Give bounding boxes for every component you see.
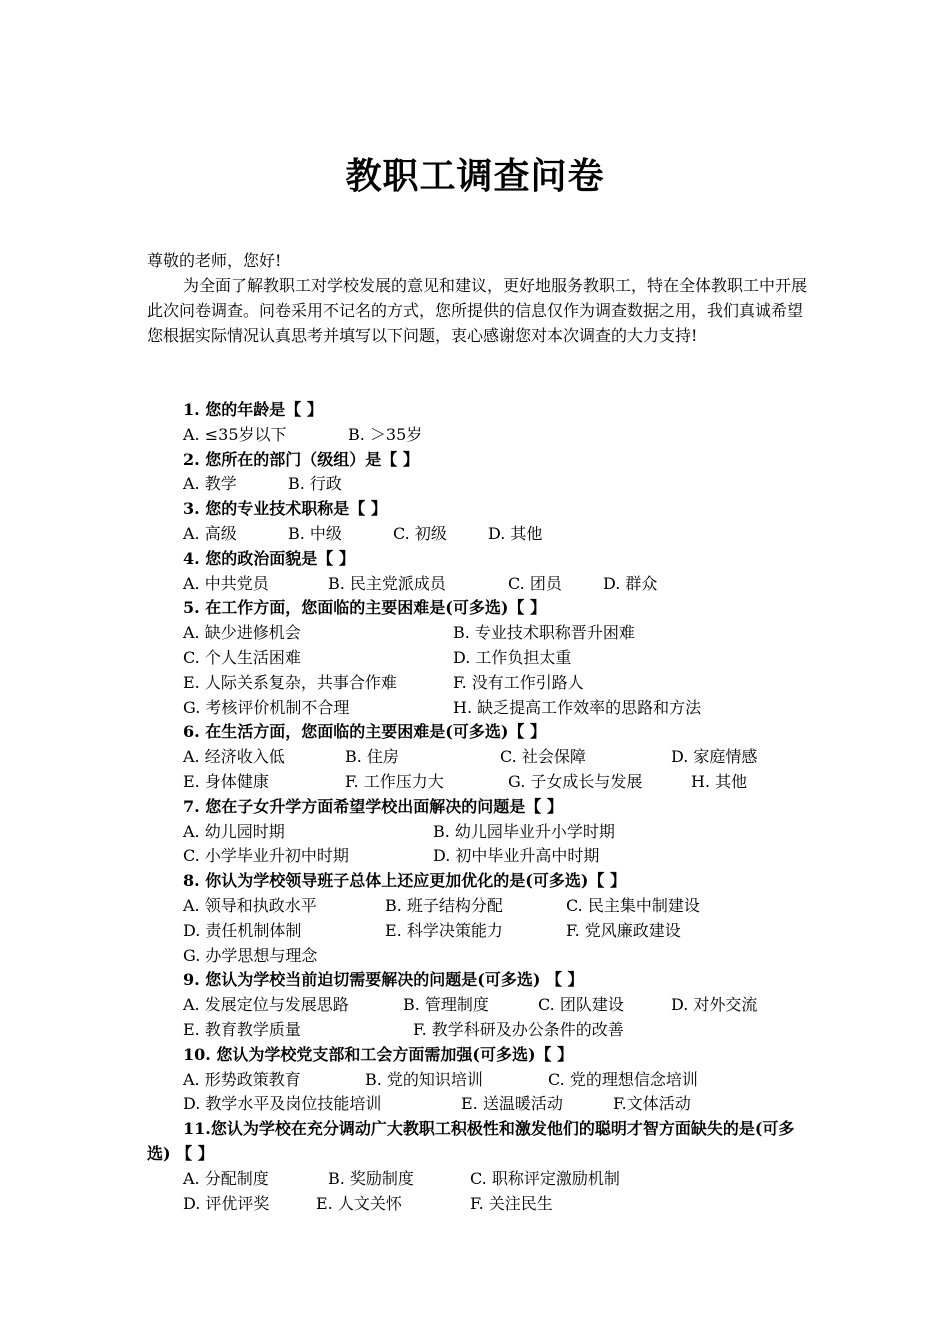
option-row xyxy=(147,1092,817,1117)
option-row xyxy=(147,646,817,671)
answer-option: H. 其他 xyxy=(691,771,748,791)
question-list xyxy=(147,398,817,1216)
answer-option: E. 教育教学质量 xyxy=(183,1019,301,1039)
answer-option: E. 人文关怀 xyxy=(316,1193,402,1213)
answer-option: E. 人际关系复杂，共事合作难 xyxy=(183,672,397,692)
answer-option: D. 工作负担太重 xyxy=(453,647,572,667)
answer-option: B. 管理制度 xyxy=(403,995,489,1015)
answer-option: D. 责任机制体制 xyxy=(183,920,302,940)
answer-option: B. 行政 xyxy=(288,474,342,494)
option-row xyxy=(147,522,817,547)
option-row xyxy=(147,1192,817,1217)
option-row xyxy=(147,770,817,795)
answer-option: G. 考核评价机制不合理 xyxy=(183,697,350,717)
question-text: 9. 您认为学校当前迫切需要解决的问题是(可多选) 【 】 xyxy=(183,970,584,990)
answer-option: H. 缺乏提高工作效率的思路和方法 xyxy=(453,697,702,717)
answer-option: A. 领导和执政水平 xyxy=(183,895,317,915)
answer-option: C. 团队建设 xyxy=(538,995,624,1015)
option-row xyxy=(147,621,817,646)
answer-option: A. 中共党员 xyxy=(183,573,269,593)
option-row xyxy=(147,993,817,1018)
answer-option: A. ≤35岁以下 xyxy=(183,424,287,444)
answer-option: D. 家庭情感 xyxy=(671,747,758,767)
answer-option: D. 教学水平及岗位技能培训 xyxy=(183,1094,382,1114)
question-text: 8. 你认为学校领导班子总体上还应更加优化的是(可多选)【 】 xyxy=(183,871,626,891)
answer-option: G. 办学思想与理念 xyxy=(183,945,318,965)
answer-option: B. 民主党派成员 xyxy=(328,573,446,593)
greeting: 尊敬的老师，您好! xyxy=(147,251,282,270)
option-row xyxy=(147,1167,817,1192)
option-row xyxy=(147,696,817,721)
answer-option: C. 个人生活困难 xyxy=(183,647,301,667)
answer-option: A. 经济收入低 xyxy=(183,747,285,767)
answer-option: A. 分配制度 xyxy=(183,1168,269,1188)
intro-section xyxy=(147,248,807,348)
intro-paragraph: 为全面了解教职工对学校发展的意见和建议，更好地服务教职工，特在全体教职工中开展此次问卷调查。问卷采用不记名的方式，您所提供的信息仅作为调查数据之用，我们真诚希望您根据实际情况认真思考并填写以下问题，衷心感谢您对本次调查的大力支持! xyxy=(147,276,808,345)
answer-option: E. 身体健康 xyxy=(183,771,269,791)
answer-option: C. 民主集中制建设 xyxy=(566,895,700,915)
option-row xyxy=(147,745,817,770)
answer-option: A. 缺少进修机会 xyxy=(183,623,301,643)
option-row xyxy=(147,671,817,696)
answer-option: A. 高级 xyxy=(183,523,237,543)
answer-option: F. 关注民生 xyxy=(470,1193,553,1213)
answer-option: C. 团员 xyxy=(508,573,562,593)
answer-option: D. 对外交流 xyxy=(671,995,758,1015)
answer-option: B. 专业技术职称晋升困难 xyxy=(453,623,635,643)
question-text: 5. 在工作方面，您面临的主要困难是(可多选)【 】 xyxy=(183,598,546,618)
answer-option: F. 没有工作引路人 xyxy=(453,672,584,692)
option-row xyxy=(147,894,817,919)
answer-option: B. 中级 xyxy=(288,523,342,543)
answer-option: F. 党风廉政建设 xyxy=(566,920,681,940)
answer-option: A. 幼儿园时期 xyxy=(183,821,285,841)
answer-option: B. 住房 xyxy=(345,747,399,767)
question-text: 2. 您所在的部门（级组）是【 】 xyxy=(183,449,419,469)
option-row xyxy=(147,423,817,448)
question-text: 4. 您的政治面貌是【 】 xyxy=(183,548,355,568)
answer-option: B. 奖励制度 xyxy=(328,1168,414,1188)
answer-option: D. 其他 xyxy=(488,523,543,543)
answer-option: F.文体活动 xyxy=(613,1094,691,1114)
answer-option: C. 职称评定激励机制 xyxy=(470,1168,620,1188)
option-row xyxy=(147,572,817,597)
option-row xyxy=(147,1068,817,1093)
question-text: 6. 在生活方面，您面临的主要困难是(可多选)【 】 xyxy=(183,722,546,742)
answer-option: F. 工作压力大 xyxy=(345,771,444,791)
document-title: 教职工调查问卷 xyxy=(345,155,605,197)
option-row xyxy=(147,844,817,869)
answer-option: C. 党的理想信念培训 xyxy=(548,1069,698,1089)
option-row xyxy=(147,472,817,497)
question-text: 3. 您的专业技术职称是【 】 xyxy=(183,499,387,519)
answer-option: C. 小学毕业升初中时期 xyxy=(183,846,349,866)
answer-option: A. 发展定位与发展思路 xyxy=(183,995,349,1015)
option-row xyxy=(147,820,817,845)
option-row xyxy=(147,1018,817,1043)
answer-option: A. 教学 xyxy=(183,474,237,494)
answer-option: E. 送温暖活动 xyxy=(461,1094,563,1114)
question-text: 11.您认为学校在充分调动广大教职工积极性和激发他们的聪明才智方面缺失的是(可多选) 【 】 xyxy=(147,1119,795,1163)
answer-option: D. 群众 xyxy=(603,573,658,593)
answer-option: F. 教学科研及办公条件的改善 xyxy=(413,1019,624,1039)
answer-option: B. ＞35岁 xyxy=(348,424,423,444)
answer-option: B. 班子结构分配 xyxy=(385,895,503,915)
answer-option: B. 党的知识培训 xyxy=(365,1069,483,1089)
answer-option: E. 科学决策能力 xyxy=(385,920,503,940)
question-text: 10. 您认为学校党支部和工会方面需加强(可多选)【 】 xyxy=(183,1044,574,1064)
answer-option: C. 社会保障 xyxy=(500,747,586,767)
answer-option: G. 子女成长与发展 xyxy=(508,771,643,791)
question-text: 7. 您在子女升学方面希望学校出面解决的问题是【 】 xyxy=(183,796,563,816)
option-row xyxy=(147,944,817,969)
answer-option: C. 初级 xyxy=(393,523,447,543)
answer-option: A. 形势政策教育 xyxy=(183,1069,301,1089)
question-text: 1. 您的年龄是【 】 xyxy=(183,400,323,419)
answer-option: D. 初中毕业升高中时期 xyxy=(433,846,600,866)
option-row xyxy=(147,919,817,944)
answer-option: B. 幼儿园毕业升小学时期 xyxy=(433,821,615,841)
answer-option: D. 评优评奖 xyxy=(183,1193,270,1213)
